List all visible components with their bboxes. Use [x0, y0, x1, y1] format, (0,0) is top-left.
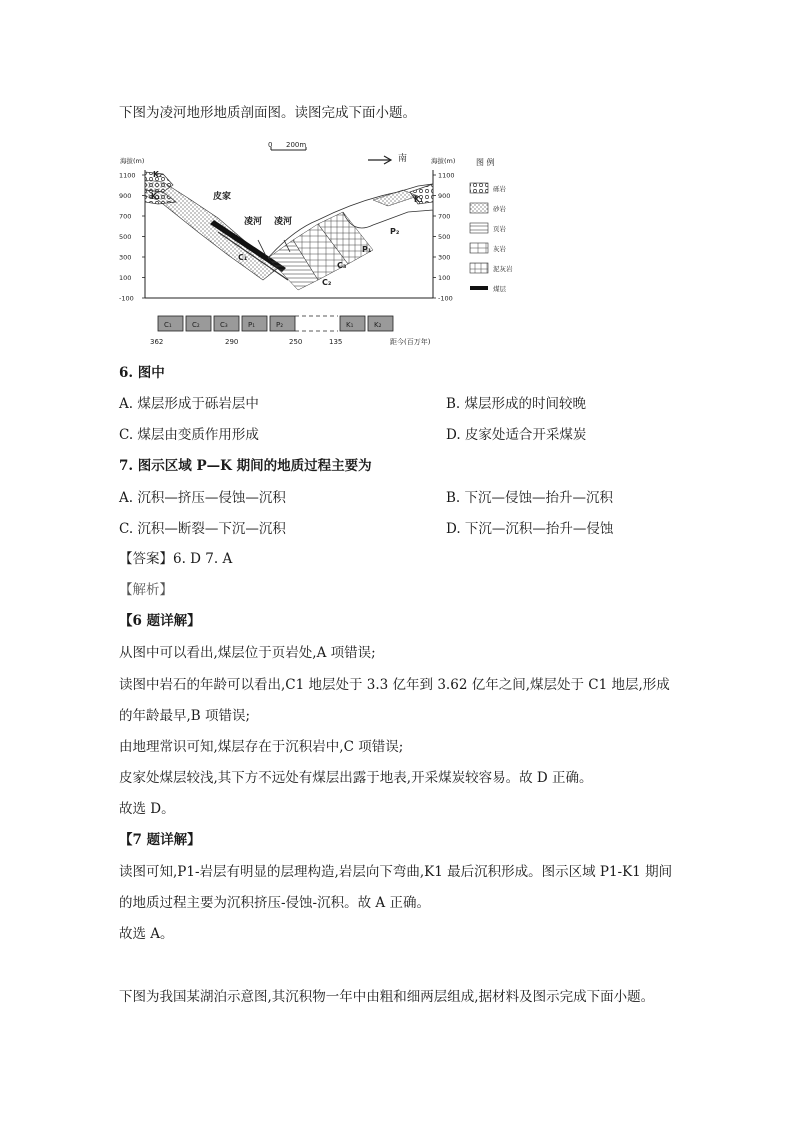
label-linghe-2: 凌河: [274, 217, 293, 227]
legend-conglomerate: 砾岩: [493, 185, 506, 193]
timeline-cell-label: P₂: [276, 321, 284, 329]
q7-option-a: A. 沉积—挤压—侵蚀—沉积: [119, 490, 286, 506]
right-tick-label: 700: [438, 212, 451, 221]
label-k2: K₂: [153, 170, 163, 179]
geologic-profile-figure: [118, 140, 528, 352]
right-axis-unit: 海拔(m): [431, 157, 456, 165]
q6-detail-line-5: 皮家处煤层较浅,其下方不远处有煤层出露于地表,开采煤炭较容易。故 D 正确。: [119, 770, 593, 786]
scale-bar: [268, 141, 306, 150]
right-altitude-axis: [431, 156, 455, 303]
right-tick-label: -100: [438, 294, 453, 303]
left-tick-label: 1100: [119, 171, 136, 180]
legend-marl: 泥灰岩: [493, 265, 513, 273]
q7-stem: 7. 图示区域 P—K 期间的地质过程主要为: [119, 458, 372, 474]
right-tick-label: 1100: [438, 171, 455, 180]
q6-detail-line-6: 故选 D。: [119, 801, 175, 817]
label-p2: P₂: [390, 227, 400, 236]
direction-arrow: [368, 152, 407, 164]
legend-coal: 煤层: [493, 285, 506, 293]
q6-option-b: B. 煤层形成的时间较晚: [446, 396, 587, 412]
left-altitude-axis: [119, 156, 145, 303]
legend-limestone: 灰岩: [493, 245, 506, 253]
timeline-tick-label: 250: [289, 338, 303, 346]
label-c3: C₃: [337, 261, 347, 270]
q6-option-a: A. 煤层形成于砾岩层中: [119, 396, 259, 412]
label-linghe-1: 凌河: [244, 217, 263, 227]
direction-label: 南: [398, 154, 408, 164]
left-tick-label: 300: [119, 253, 132, 262]
q6-option-c: C. 煤层由变质作用形成: [119, 427, 259, 443]
q7-detail-line-3: 故选 A。: [119, 926, 174, 942]
timeline-cell-label: P₁: [248, 321, 256, 329]
q7-detail-line-2: 的地质过程主要为沉积挤压-侵蚀-沉积。故 A 正确。: [119, 895, 430, 911]
q6-detail-heading: 【6 题详解】: [119, 613, 201, 629]
right-tick-label: 300: [438, 253, 451, 262]
right-tick-label: 100: [438, 274, 451, 282]
q6-option-d: D. 皮家处适合开采煤炭: [446, 427, 587, 443]
q6-stem: 6. 图中: [119, 365, 165, 381]
label-pijia: 皮家: [213, 192, 232, 202]
answer-line: 【答案】6. D 7. A: [119, 551, 233, 567]
label-k1-left: K₁: [151, 192, 161, 201]
right-tick-label: 500: [438, 233, 451, 241]
left-tick-label: 900: [119, 192, 132, 200]
left-tick-label: 500: [119, 233, 132, 241]
timeline-tick-label: 135: [329, 338, 343, 346]
left-tick-label: 100: [119, 274, 132, 282]
timeline-unit: 距今(百万年): [390, 338, 431, 346]
left-tick-label: 700: [119, 212, 132, 221]
intro-text-2: 下图为我国某湖泊示意图,其沉积物一年中由粗和细两层组成,据材料及图示完成下面小题。: [119, 989, 655, 1005]
scale-label: 200m: [286, 141, 307, 149]
q6-detail-line-2: 读图中岩石的年龄可以看出,C1 地层处于 3.3 亿年到 3.62 亿年之间,煤层处于 C1 地层,形成: [119, 677, 670, 693]
analysis-label: 【解析】: [119, 582, 173, 598]
scale-zero: 0: [268, 141, 273, 149]
label-k1-right: K₁: [414, 195, 424, 204]
label-p1: P₁: [362, 245, 372, 254]
q7-option-d: D. 下沉—沉积—抬升—侵蚀: [446, 521, 614, 537]
label-c2: C₂: [322, 278, 332, 287]
timeline-cell-label: C₃: [220, 321, 228, 329]
label-c1: C₁: [238, 253, 248, 262]
legend-shale: 页岩: [493, 225, 506, 233]
figure-legend: [470, 157, 513, 293]
timeline-cell-label: K₁: [346, 321, 354, 329]
intro-text: 下图为凌河地形地质剖面图。读图完成下面小题。: [119, 105, 416, 121]
left-axis-unit: 海拔(m): [120, 157, 145, 165]
timeline-cell-label: C₁: [164, 321, 172, 329]
q6-detail-line-3: 的年龄最早,B 项错误;: [119, 708, 251, 724]
timeline-cell-label: C₂: [192, 321, 200, 329]
q7-detail-line-1: 读图可知,P1-岩层有明显的层理构造,岩层向下弯曲,K1 最后沉积形成。图示区域 P1-K1 期间: [119, 864, 673, 880]
q7-detail-heading: 【7 题详解】: [119, 832, 201, 848]
geologic-timeline: [150, 316, 431, 346]
legend-sandstone: 砂岩: [493, 205, 506, 213]
timeline-cell-label: K₂: [374, 321, 382, 329]
timeline-tick-label: 362: [150, 338, 164, 346]
q6-detail-line-1: 从图中可以看出,煤层位于页岩处,A 项错误;: [119, 645, 376, 661]
left-tick-label: -100: [119, 294, 134, 303]
right-tick-label: 900: [438, 192, 451, 200]
q7-option-b: B. 下沉—侵蚀—抬升—沉积: [446, 490, 614, 506]
legend-title: 图 例: [476, 158, 495, 167]
timeline-tick-label: 290: [225, 338, 239, 346]
q7-option-c: C. 沉积—断裂—下沉—沉积: [119, 521, 286, 537]
q6-detail-line-4: 由地理常识可知,煤层存在于沉积岩中,C 项错误;: [119, 739, 404, 755]
